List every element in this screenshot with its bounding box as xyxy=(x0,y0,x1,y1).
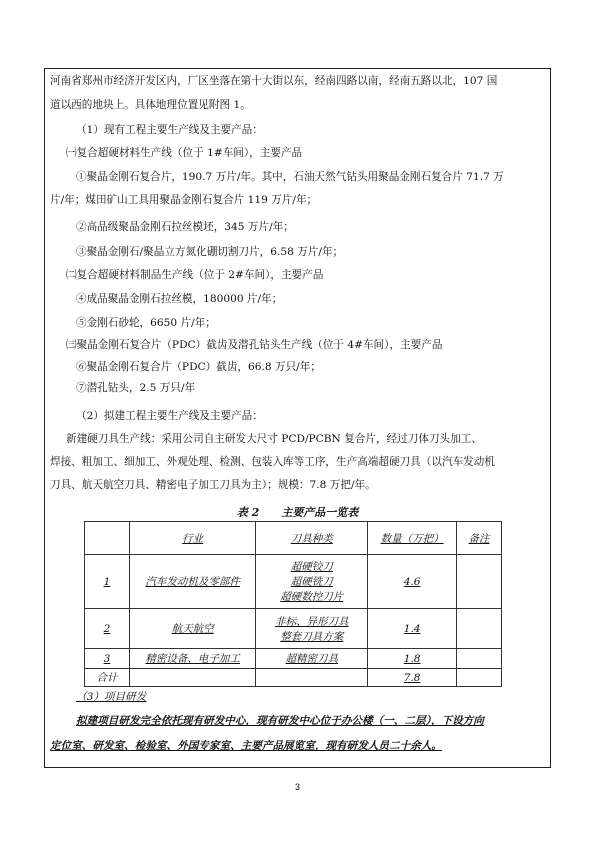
row-industry: 汽车发动机及零部件 xyxy=(129,555,255,609)
section1-item5: ⑤金刚石砂轮，6650 片/年； xyxy=(76,317,216,329)
row-tools: 非标、异形刀具 整套刀具方案 xyxy=(256,609,368,649)
row-qty: 4.6 xyxy=(368,555,457,609)
table-row xyxy=(85,555,502,609)
section1-item4: ④成品聚晶金刚石拉丝模，180000 片/年； xyxy=(76,293,283,305)
row-qty: 1.8 xyxy=(368,649,457,669)
section1-item3: ③聚晶金刚石/聚晶立方氮化硼切割刀片，6.58 万片/年； xyxy=(76,246,344,258)
section1-item1-line2: 片/年；煤田矿山工具用聚晶金刚石复合片 119 万片/年； xyxy=(50,194,318,206)
section1-line-b: ㈡复合超硬材料制品生产线（位于 2#车间），主要产品 xyxy=(66,269,324,281)
total-qty: 7.8 xyxy=(368,669,457,687)
section1-item6: ⑥聚晶金刚石复合片（PDC）截齿，66.8 万只/年； xyxy=(76,361,321,373)
header-no xyxy=(85,522,130,555)
row-note xyxy=(457,609,502,649)
section2-line-1: 新建硬刀具生产线：采用公司自主研发大尺寸 PCD/PCBN 复合片，经过刀体刀头加工、 xyxy=(66,433,482,445)
row-no: 1 xyxy=(85,555,130,609)
page-number: 3 xyxy=(294,782,300,792)
section1-item2: ②高品级聚晶金刚石拉丝模坯，345 万片/年； xyxy=(76,221,294,233)
row-tools: 超硬铰刀 超硬铣刀 超硬数控刀片 xyxy=(256,555,368,609)
table-row xyxy=(85,609,502,649)
row-industry: 航天航空 xyxy=(129,609,255,649)
section1-line-a: ㈠复合超硬材料生产线（位于 1#车间），主要产品 xyxy=(66,147,303,159)
section1-title: （1）现有工程主要生产线及主要产品： xyxy=(76,124,263,136)
row-tools: 超精密刀具 xyxy=(256,649,368,669)
total-label: 合计 xyxy=(85,669,130,687)
section1-item1-line1: ①聚晶金刚石复合片，190.7 万片/年。其中，石油天然气钻头用聚晶金刚石复合片 71.7 万 xyxy=(76,171,504,183)
table-total-row xyxy=(85,669,502,687)
section1-item7: ⑦潜孔钻头，2.5 万只/年 xyxy=(76,382,196,394)
row-note xyxy=(457,555,502,609)
row-qty: 1.4 xyxy=(368,609,457,649)
intro-line-1: 河南省郑州市经济开发区内，厂区坐落在第十大街以东，经南四路以南，经南五路以北，107 国 xyxy=(50,75,498,87)
section3-title: （3）项目研发 xyxy=(76,691,147,703)
row-no: 3 xyxy=(85,649,130,669)
section2-line-2: 焊接、粗加工、细加工、外观处理、检测、包装入库等工序，生产高端超硬刀具（以汽车发动机 xyxy=(50,456,495,468)
section1-line-c: ㈢聚晶金刚石复合片（PDC）截齿及潜孔钻头生产线（位于 4#车间），主要产品 xyxy=(66,339,443,351)
row-no: 2 xyxy=(85,609,130,649)
intro-line-2: 道以西的地块上。具体地理位置见附图 1。 xyxy=(50,99,251,111)
header-note: 备注 xyxy=(457,522,502,555)
header-tools: 刀具种类 xyxy=(256,522,368,555)
table-header-row xyxy=(85,522,502,555)
header-industry: 行业 xyxy=(129,522,255,555)
section2-line-3: 刀具、航天航空刀具、精密电子加工刀具为主）；规模：7.8 万把/年。 xyxy=(50,479,376,491)
section3-line-2: 定位室、研发室、检验室、外国专家室、主要产品展览室，现有研发人员二十余人。 xyxy=(50,740,442,752)
section3-line-1: 拟建项目研发完全依托现有研发中心，现有研发中心位于办公楼（一、二层），下设方向 xyxy=(76,715,484,727)
row-note xyxy=(457,649,502,669)
products-table xyxy=(84,521,502,687)
table-caption: 表 2 主要产品一览表 xyxy=(236,506,359,519)
section2-title: （2）拟建工程主要生产线及主要产品： xyxy=(76,410,263,422)
table-row xyxy=(85,649,502,669)
header-qty: 数量（万把） xyxy=(368,522,457,555)
row-industry: 精密设备、电子加工 xyxy=(129,649,255,669)
